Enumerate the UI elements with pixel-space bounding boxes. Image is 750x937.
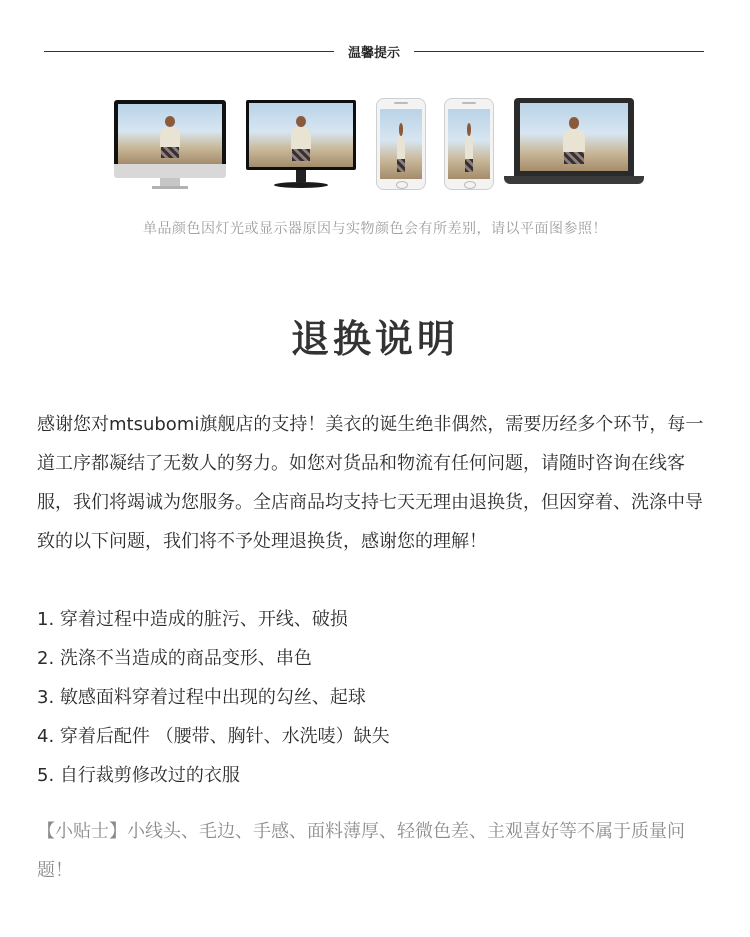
notice-header — [44, 40, 704, 64]
list-item: 3. 敏感面料穿着过程中出现的勾丝、起球 — [37, 687, 366, 708]
smartphone — [444, 98, 494, 190]
list-item: 5. 自行裁剪修改过的衣服 — [37, 765, 240, 786]
desktop-monitor — [246, 100, 356, 192]
tip-note: 【小贴士】小线头、毛边、手感、面料薄厚、轻微色差、主观喜好等不属于质量问题！ — [37, 821, 685, 881]
device-comparison-image — [108, 92, 648, 202]
model-photo — [520, 103, 628, 171]
list-item: 4. 穿着后配件 （腰带、胸针、水洗唛）缺失 — [37, 726, 390, 747]
smartphone — [376, 98, 426, 190]
model-photo — [380, 109, 422, 179]
divider-right — [414, 51, 704, 52]
color-difference-note: 单品颜色因灯光或显示器原因与实物颜色会有所差别，请以平面图参照！ — [143, 221, 607, 237]
imac-display — [114, 100, 226, 190]
model-photo — [448, 109, 490, 179]
laptop — [504, 98, 644, 190]
page-title: 退换说明 — [290, 317, 459, 361]
model-photo — [249, 103, 353, 167]
model-photo — [118, 104, 222, 164]
list-item: 2. 洗涤不当造成的商品变形、串色 — [37, 648, 312, 669]
non-returnable-issues-list — [37, 600, 717, 795]
intro-paragraph: 感谢您对mtsubomi旗舰店的支持！美衣的诞生绝非偶然，需要历经多个环节，每一道工序都凝结了无数人的努力。如您对货品和物流有任何问题，请随时咨询在线客服，我们将竭诚为您服务。全店商品均支持七天无理由退换货，但因穿着、洗涤中导致的以下问题，我们将不予处理退换货，感谢您的理解！ — [37, 414, 704, 552]
list-item: 1. 穿着过程中造成的脏污、开线、破损 — [37, 609, 348, 630]
notice-title: 温馨提示 — [347, 46, 400, 61]
